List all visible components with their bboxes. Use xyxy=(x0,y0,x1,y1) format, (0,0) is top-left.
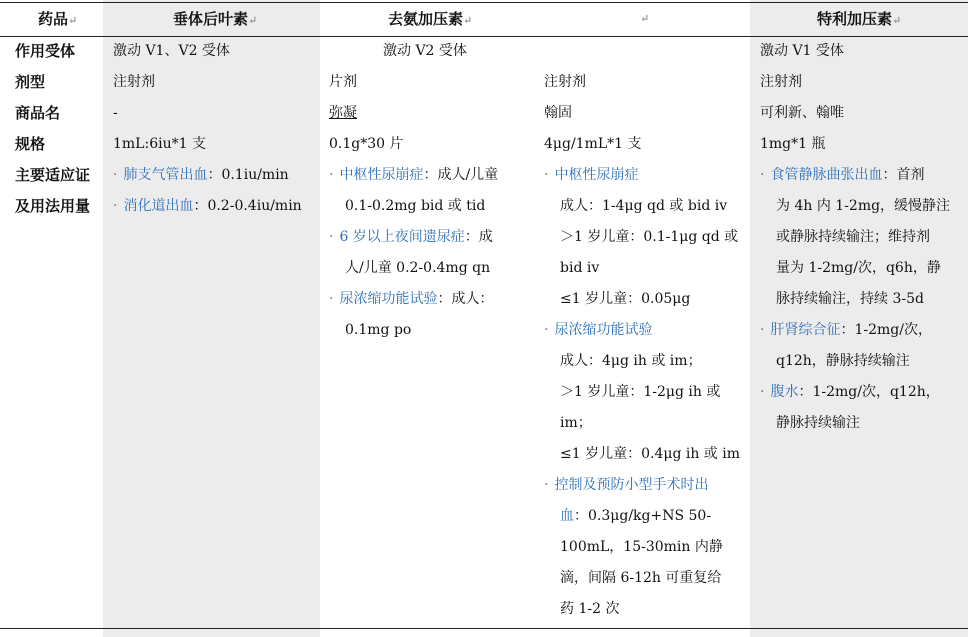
row-label-brand: 商品名 xyxy=(15,104,61,122)
desmo-tab-ind-line-3: · 6 岁以上夜间遗尿症：成 xyxy=(329,229,493,245)
table-bottom-rule xyxy=(0,628,968,629)
desmo-tab-ind-line-1: · 中枢性尿崩症：成人/儿童 xyxy=(329,167,499,183)
table-top-rule xyxy=(0,2,968,3)
desmopressin-receptor: 激动 V2 受体 xyxy=(383,43,467,59)
desmo-tab-ind-line-2: 0.1-0.2mg bid 或 tid xyxy=(345,198,486,214)
terli-ind-line-2: 为 4h 内 1-2mg，缓慢静注 xyxy=(776,198,951,214)
desmo-tab-ind-line-6: 0.1mg po xyxy=(345,322,412,338)
desmo-inj-ind-line-14: 滴，间隔 6-12h 可重复给 xyxy=(560,570,722,586)
header-drug: 药品↵ xyxy=(38,10,78,28)
vasopressin-indication-1: · 肺支气管出血：0.1iu/min xyxy=(113,167,289,183)
vasopressin-receptor: 激动 V1、V2 受体 xyxy=(113,43,230,59)
desmo-inj-ind-line-15: 药 1-2 次 xyxy=(560,601,620,617)
desmopressin-tablet-form: 片剂 xyxy=(329,74,357,90)
row-label-receptor: 作用受体 xyxy=(15,42,76,60)
terli-ind-line-3: 或静脉持续输注；维持剂 xyxy=(776,229,930,245)
desmopressin-tablet-spec: 0.1g*30 片 xyxy=(329,136,404,152)
row-label-spec: 规格 xyxy=(15,135,46,153)
terli-ind-line-7: q12h，静脉持续输注 xyxy=(776,353,910,369)
row-label-form: 剂型 xyxy=(15,73,46,91)
desmo-inj-ind-line-7: 成人：4μg ih 或 im； xyxy=(560,353,702,369)
header-vasopressin: 垂体后叶素↵ xyxy=(173,10,258,28)
terli-ind-line-4: 量为 1-2mg/次，q6h，静 xyxy=(776,260,941,276)
desmo-inj-ind-line-2: 成人：1-4μg qd 或 bid iv xyxy=(560,198,728,214)
terli-ind-line-9: 静脉持续输注 xyxy=(776,415,860,431)
desmopressin-tablet-brand: 弥凝 xyxy=(329,105,357,121)
desmo-inj-ind-line-13: 100mL，15-30min 内静 xyxy=(560,539,723,555)
desmo-inj-ind-line-5: ≤1 岁儿童：0.05μg xyxy=(560,291,691,307)
terlipressin-receptor: 激动 V1 受体 xyxy=(760,43,844,59)
header-desmopressin: 去氨加压素↵ xyxy=(388,10,473,28)
row-label-indication: 主要适应证 xyxy=(15,166,91,184)
terlipressin-spec: 1mg*1 瓶 xyxy=(760,136,826,152)
vasopressin-spec: 1mL:6iu*1 支 xyxy=(113,136,206,152)
row-label-dosage: 及用法用量 xyxy=(15,197,91,215)
terli-ind-line-1: · 食管静脉曲张出血：首剂 xyxy=(760,167,925,183)
desmo-inj-ind-line-12: 血：0.3μg/kg+NS 50- xyxy=(560,508,712,524)
header-terlipressin: 特利加压素↵ xyxy=(817,10,902,28)
vasopressin-indication-2: · 消化道出血：0.2-0.4iu/min xyxy=(113,198,302,214)
desmo-tab-ind-line-5: · 尿浓缩功能试验：成人： xyxy=(329,291,494,307)
desmo-inj-ind-line-6: · 尿浓缩功能试验 xyxy=(544,322,653,338)
desmo-inj-ind-line-9: im； xyxy=(560,415,592,431)
desmopressin-injection-brand: 翰固 xyxy=(544,105,572,121)
vasopressin-brand: - xyxy=(113,105,118,121)
vasopressin-form: 注射剂 xyxy=(113,74,155,90)
terli-ind-line-8: · 腹水：1-2mg/次，q12h， xyxy=(760,384,940,400)
terlipressin-form: 注射剂 xyxy=(760,74,802,90)
desmopressin-injection-spec: 4μg/1mL*1 支 xyxy=(544,136,642,152)
header-empty-mark: ↵ xyxy=(640,12,650,25)
terli-ind-line-5: 脉持续输注，持续 3-5d xyxy=(776,291,924,307)
desmo-inj-ind-line-10: ≤1 岁儿童：0.4μg ih 或 im xyxy=(560,446,741,462)
desmo-inj-ind-line-8: ＞1 岁儿童：1-2μg ih 或 xyxy=(560,384,721,400)
terlipressin-brand: 可利新、翰唯 xyxy=(760,105,844,121)
desmo-inj-ind-line-3: ＞1 岁儿童：0.1-1μg qd 或 xyxy=(560,229,739,245)
desmopressin-injection-form: 注射剂 xyxy=(544,74,586,90)
desmo-inj-ind-line-4: bid iv xyxy=(560,260,600,276)
desmo-inj-ind-line-11: · 控制及预防小型手术时出 xyxy=(544,477,709,493)
desmo-tab-ind-line-4: 人/儿童 0.2-0.4mg qn xyxy=(345,260,491,276)
terli-ind-line-6: · 肝肾综合征：1-2mg/次， xyxy=(760,322,932,338)
desmo-inj-ind-line-1: · 中枢性尿崩症 xyxy=(544,167,639,183)
